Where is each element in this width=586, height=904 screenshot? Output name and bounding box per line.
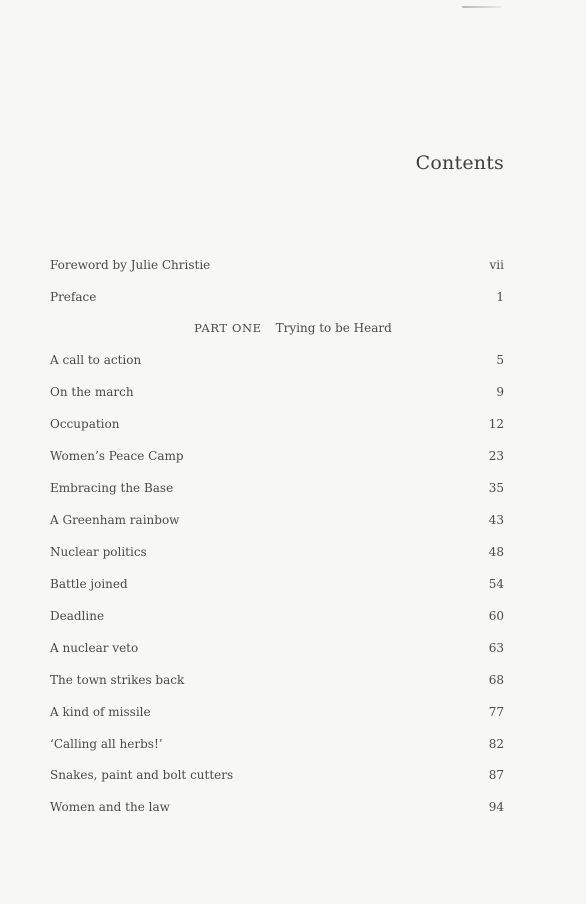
toc-entry[interactable] <box>50 353 504 373</box>
toc-entry-page: 23 <box>488 449 504 463</box>
toc-entry-title: Snakes, paint and bolt cutters <box>50 768 234 782</box>
toc-entry-page: 63 <box>488 641 504 655</box>
part-label: PART ONE <box>194 321 262 335</box>
toc-entry[interactable] <box>50 385 504 405</box>
toc-entry[interactable] <box>50 545 504 565</box>
toc-entry[interactable] <box>50 609 504 629</box>
toc-entry-title: Nuclear politics <box>50 545 147 559</box>
toc-entry-page: 48 <box>488 545 504 559</box>
toc-entry-page: 9 <box>496 385 504 399</box>
toc-entry[interactable] <box>50 705 504 725</box>
toc-entry-page: 5 <box>496 353 504 367</box>
toc-entry-page: 1 <box>496 290 504 304</box>
toc-entry-title: A nuclear veto <box>50 641 139 655</box>
toc-entry[interactable] <box>50 417 504 437</box>
toc-entry-title: Preface <box>50 290 97 304</box>
toc-entry-page: 87 <box>488 768 504 782</box>
toc-entry-page: 68 <box>488 673 504 687</box>
toc-entry[interactable] <box>50 481 504 501</box>
toc-entry-title: Occupation <box>50 417 120 431</box>
toc-entry[interactable] <box>50 449 504 469</box>
toc-entry[interactable] <box>50 737 504 757</box>
toc-entry-title: Foreword by Julie Christie <box>50 258 211 272</box>
part-heading <box>0 321 586 341</box>
toc-entry-preface[interactable] <box>50 290 504 310</box>
toc-entry-title: A call to action <box>50 353 142 367</box>
toc-entry[interactable] <box>50 641 504 661</box>
toc-entry-title: Embracing the Base <box>50 481 174 495</box>
page-title: Contents <box>415 152 504 174</box>
toc-entry-page: vii <box>489 258 504 272</box>
toc-entry-page: 94 <box>488 800 504 814</box>
toc-entry[interactable] <box>50 513 504 533</box>
toc-entry[interactable] <box>50 577 504 597</box>
toc-entry-page: 35 <box>488 481 504 495</box>
toc-entry-title: A kind of missile <box>50 705 151 719</box>
toc-entry-page: 43 <box>488 513 504 527</box>
toc-entry-page: 12 <box>488 417 504 431</box>
toc-entry-foreword[interactable] <box>50 258 504 278</box>
toc-entry-page: 77 <box>488 705 504 719</box>
toc-entry-page: 82 <box>488 737 504 751</box>
toc-entry-title: Women and the law <box>50 800 170 814</box>
toc-entry-title: ‘Calling all herbs!’ <box>50 737 163 751</box>
toc-entry-title: Deadline <box>50 609 105 623</box>
toc-entry-title: Battle joined <box>50 577 128 591</box>
toc-entry-title: A Greenham rainbow <box>50 513 180 527</box>
toc-entry[interactable] <box>50 673 504 693</box>
toc-entry[interactable] <box>50 768 504 788</box>
toc-entry-title: Women’s Peace Camp <box>50 449 184 463</box>
part-title: Trying to be Heard <box>275 321 392 335</box>
toc-entry[interactable] <box>50 800 504 820</box>
toc-entry-page: 54 <box>488 577 504 591</box>
toc-entry-page: 60 <box>488 609 504 623</box>
toc-entry-title: On the march <box>50 385 134 399</box>
toc-entry-title: The town strikes back <box>50 673 185 687</box>
page-smudge <box>462 6 502 8</box>
